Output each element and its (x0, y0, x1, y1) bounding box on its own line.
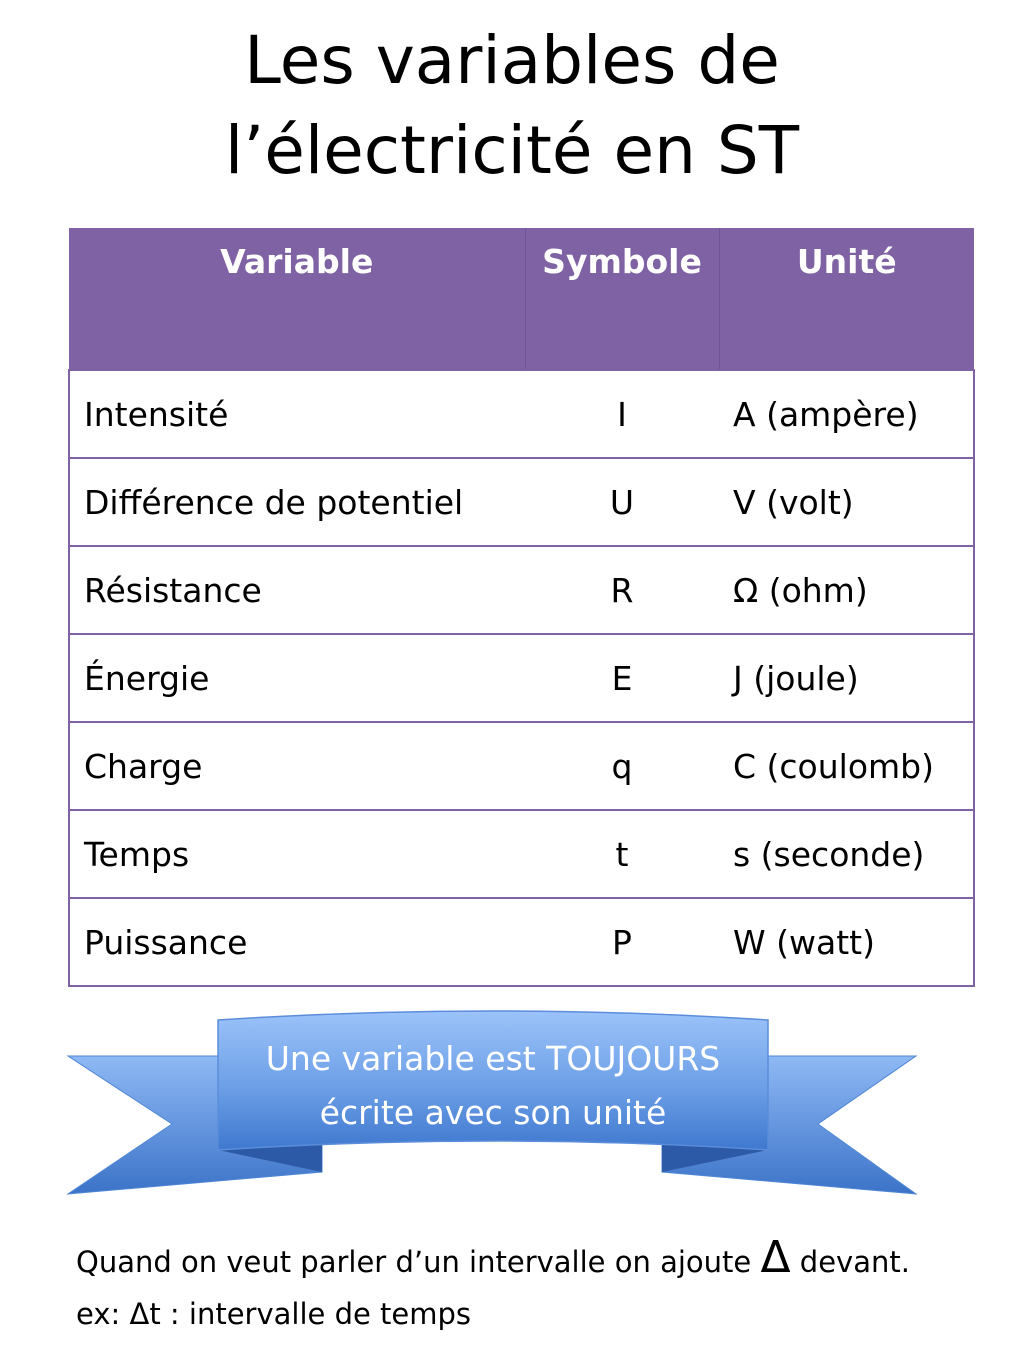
title-line-2: l’électricité en ST (224, 112, 800, 189)
cell-symbol: R (525, 546, 719, 634)
delta-symbol: Δ (760, 1232, 791, 1283)
cell-symbol: E (525, 634, 719, 722)
table-row (69, 634, 974, 722)
table-row (69, 810, 974, 898)
page-title (0, 16, 1024, 196)
header-symbole: Symbole (525, 228, 719, 370)
note-text-after: devant. (790, 1245, 910, 1279)
table-header-row (69, 228, 974, 370)
interval-note (76, 1232, 996, 1340)
cell-variable: Intensité (69, 370, 525, 458)
cell-symbol: I (525, 370, 719, 458)
cell-variable: Puissance (69, 898, 525, 986)
banner-line-1: Une variable est TOUJOURS (265, 1039, 721, 1078)
cell-symbol: q (525, 722, 719, 810)
ribbon-banner (0, 1000, 1024, 1210)
note-text-before: Quand on veut parler d’un intervalle on ajoute (76, 1245, 761, 1279)
cell-unit: C (coulomb) (719, 722, 974, 810)
cell-unit: V (volt) (719, 458, 974, 546)
cell-unit: J (joule) (719, 634, 974, 722)
table-row (69, 458, 974, 546)
table-row (69, 898, 974, 986)
cell-symbol: U (525, 458, 719, 546)
cell-unit: s (seconde) (719, 810, 974, 898)
table-row (69, 722, 974, 810)
cell-variable: Différence de potentiel (69, 458, 525, 546)
banner-text (218, 1032, 768, 1140)
cell-unit: W (watt) (719, 898, 974, 986)
cell-variable: Résistance (69, 546, 525, 634)
cell-variable: Temps (69, 810, 525, 898)
cell-variable: Énergie (69, 634, 525, 722)
cell-symbol: P (525, 898, 719, 986)
cell-symbol: t (525, 810, 719, 898)
header-variable: Variable (69, 228, 525, 370)
cell-unit: A (ampère) (719, 370, 974, 458)
cell-unit: Ω (ohm) (719, 546, 974, 634)
variables-table (68, 228, 975, 987)
banner-line-2: écrite avec son unité (319, 1093, 667, 1132)
title-line-1: Les variables de (244, 22, 780, 99)
note-line-1 (76, 1232, 996, 1288)
cell-variable: Charge (69, 722, 525, 810)
note-line-2: ex: Δt : intervalle de temps (76, 1297, 472, 1331)
table-row (69, 370, 974, 458)
header-unite: Unité (719, 228, 974, 370)
table-row (69, 546, 974, 634)
